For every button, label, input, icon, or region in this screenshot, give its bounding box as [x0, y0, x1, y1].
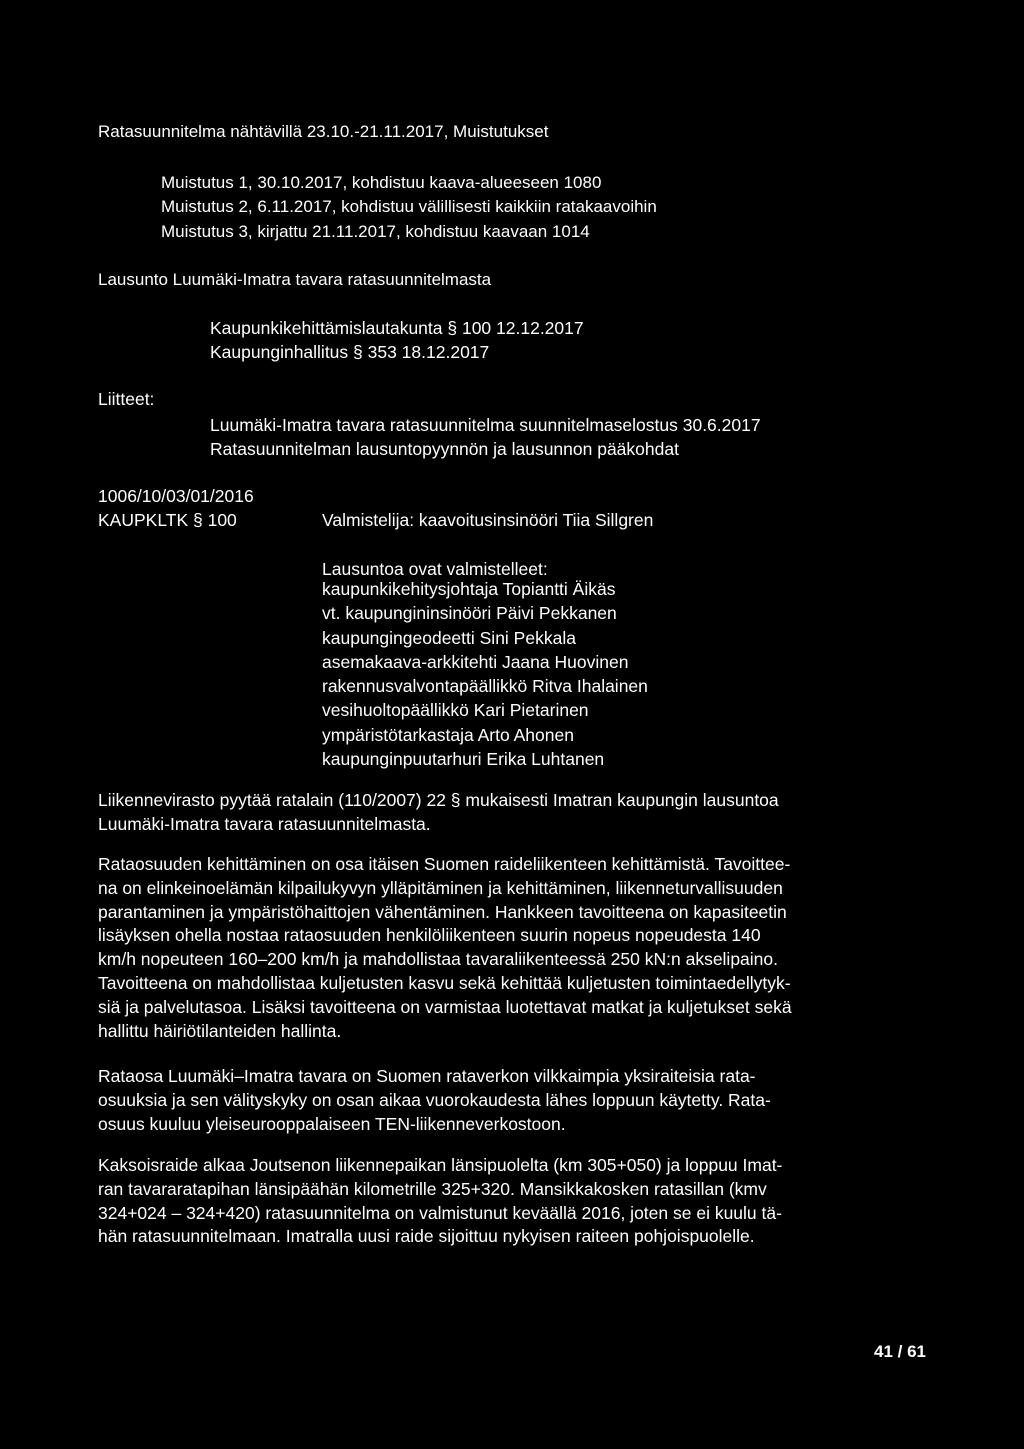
- paragraph-line: na on elinkeinoelämän kilpailukyvyn ylläpitäminen ja kehittäminen, liikenneturvallisuuden: [98, 877, 783, 898]
- preparer-name: rakennusvalvontapäällikkö Ritva Ihalainen: [322, 676, 648, 697]
- preparer-name: asemakaava-arkkitehti Jaana Huovinen: [322, 651, 629, 672]
- liite-item: Luumäki-Imatra tavara ratasuunnitelma suunnitelmaselostus 30.6.2017: [210, 415, 761, 435]
- paragraph-line: lisäyksen ohella nostaa rataosuuden henkilöliikenteen suurin nopeus nopeudesta 140: [98, 925, 761, 946]
- paragraph-line: ran tavararatapihan länsipäähän kilometrille 325+320. Mansikkakosken ratasillan (kmv: [98, 1178, 767, 1199]
- paragraph-line: Luumäki-Imatra tavara ratasuunnitelmasta.: [98, 813, 431, 834]
- paragraph-line: osuus kuuluu yleiseurooppalaiseen TEN-liikenneverkostoon.: [98, 1113, 566, 1134]
- body-paragraph: [98, 1065, 898, 1136]
- paragraph-line: Rataosa Luumäki–Imatra tavara on Suomen rataverkon vilkkaimpia yksiraiteisia rata-: [98, 1066, 756, 1086]
- liitteet-label: Liitteet:: [98, 389, 155, 409]
- document-header-title: Ratasuunnitelma nähtävillä 23.10.-21.11.2017, Muistutukset: [98, 122, 549, 141]
- preparer-name: kaupunkikehitysjohtaja Topiantti Äikäs: [322, 579, 616, 599]
- preparers-list: [322, 577, 1024, 771]
- liite-item: Ratasuunnitelman lausuntopyynnön ja lausunnon pääkohdat: [210, 439, 679, 459]
- paragraph-line: Liikennevirasto pyytää ratalain (110/2007) 22 § mukaisesti Imatran kaupungin lausuntoa: [98, 790, 779, 810]
- body-paragraph: [98, 853, 898, 1043]
- preparer-name: kaupunginpuutarhuri Erika Luhtanen: [322, 749, 605, 770]
- paragraph-line: hän ratasuunnitelmaan. Imatralla uusi raide sijoittuu nykyisen raiteen pohjoispuolelle.: [98, 1226, 755, 1247]
- muistutus-item: Muistutus 2, 6.11.2017, kohdistuu välillisesti kaikkiin ratakaavoihin: [161, 197, 657, 216]
- body-paragraph: [98, 1154, 898, 1249]
- paragraph-line: siä ja palvelutasoa. Lisäksi tavoitteena on varmistaa luotettavat matkat ja kuljetukset sekä: [98, 996, 792, 1017]
- paragraph-line: osuuksia ja sen välityskyky on osan aikaa vuorokaudesta lähes loppuun käytetty. Rata-: [98, 1089, 771, 1110]
- preparer-name: ympäristötarkastaja Arto Ahonen: [322, 724, 574, 745]
- paragraph-line: hallittu häiriötilanteiden hallinta.: [98, 1020, 342, 1041]
- paragraph-line: Rataosuuden kehittäminen on osa itäisen Suomen raideliikenteen kehittämistä. Tavoittee-: [98, 854, 791, 874]
- page-number: 41 / 61: [874, 1342, 926, 1361]
- body-paragraph: [98, 789, 898, 837]
- preparer-name: vt. kaupungininsinööri Päivi Pekkanen: [322, 603, 617, 624]
- case-preparer: Valmistelija: kaavoitusinsinööri Tiia Sillgren: [322, 510, 654, 530]
- paragraph-line: 324+024 – 324+420) ratasuunnitelma on valmistunut keväällä 2016, joten se ei kuulu tä-: [98, 1202, 782, 1223]
- preparers-heading: Lausuntoa ovat valmistelleet:: [322, 559, 548, 579]
- paragraph-line: km/h nopeuteen 160–200 km/h ja mahdollistaa tavaraliikenteessä 250 kN:n akselipaino.: [98, 949, 779, 970]
- preparer-name: vesihuoltopäällikkö Kari Pietarinen: [322, 700, 589, 721]
- decision-item: Kaupunginhallitus § 353 18.12.2017: [210, 342, 490, 362]
- case-reference: KAUPKLTK § 100: [98, 510, 237, 530]
- preparer-name: kaupungingeodeetti Sini Pekkala: [322, 627, 576, 648]
- lausunto-title: Lausunto Luumäki-Imatra tavara ratasuunnitelmasta: [98, 270, 492, 289]
- decision-item: Kaupunkikehittämislautakunta § 100 12.12.2017: [210, 318, 584, 338]
- paragraph-line: parantaminen ja ympäristöhaittojen vähentäminen. Hankkeen tavoitteena on kapasiteetin: [98, 901, 787, 922]
- paragraph-line: Tavoitteena on mahdollistaa kuljetusten kasvu sekä kehittää kuljetusten toimintaedellytyk-: [98, 972, 791, 993]
- muistutus-item: Muistutus 3, kirjattu 21.11.2017, kohdistuu kaavaan 1014: [161, 222, 590, 241]
- muistutus-item: Muistutus 1, 30.10.2017, kohdistuu kaava-alueeseen 1080: [161, 173, 602, 192]
- paragraph-line: Kaksoisraide alkaa Joutsenon liikennepaikan länsipuolelta (km 305+050) ja loppuu Imat-: [98, 1155, 783, 1175]
- case-number: 1006/10/03/01/2016: [98, 486, 254, 506]
